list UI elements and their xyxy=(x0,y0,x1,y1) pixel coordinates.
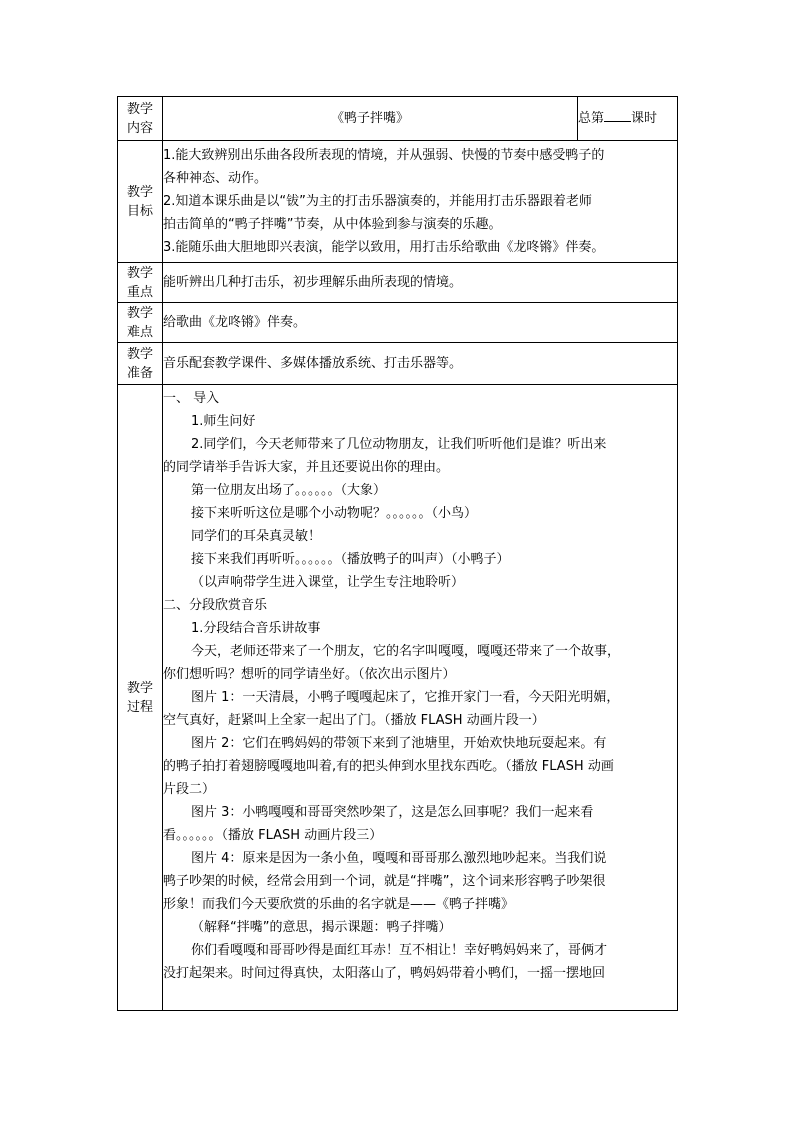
objective-line: 各种神态、动作。 xyxy=(163,171,268,186)
process-line: 片段二） xyxy=(163,782,216,797)
process-line: 一、 导入 xyxy=(163,391,220,406)
process-line: 今天，老师还带来了一个朋友，它的名字叫嘎嘎，嘎嘎还带来了一个故事， xyxy=(191,644,621,659)
difficulties-text: 给歌曲《龙咚锵》伴奏。 xyxy=(163,315,307,330)
process-line: 没打起架来。时间过得真快，太阳落山了，鸭妈妈带着小鸭们，一摇一摆地回 xyxy=(163,966,606,981)
process-line: 你们想听吗？想听的同学请坐好。（依次出示图片） xyxy=(163,667,456,682)
process-line: 图片 3：小鸭嘎嘎和哥哥突然吵架了，这是怎么回事呢？我们一起来看 xyxy=(191,805,594,820)
process-lines xyxy=(163,387,677,985)
key-points-label-text: 教学 重点 xyxy=(126,265,153,300)
objective-line: 3.能随乐曲大胆地即兴表演，能学以致用，用打击乐给歌曲《龙咚锵》伴奏。 xyxy=(163,240,605,255)
difficulties-label-text: 教学 难点 xyxy=(126,305,153,340)
key-points-label xyxy=(118,263,163,303)
process-line: 图片 4：原来是因为一条小鱼，嘎嘎和哥哥那么激烈地吵起来。当我们说 xyxy=(191,851,607,866)
process-line: 第一位朋友出场了。。。。。。（大象） xyxy=(191,483,387,498)
period-blank[interactable] xyxy=(604,108,631,122)
objectives-content xyxy=(163,141,678,263)
lesson-title xyxy=(163,97,578,141)
period-prefix: 总第 xyxy=(578,111,605,126)
objective-line: 拍击简单的“鸭子拌嘴”节奏，从中体验到参与演奏的乐趣。 xyxy=(163,217,502,232)
process-line: 图片 1：一天清晨，小鸭子嘎嘎起床了，它推开家门一看，今天阳光明媚， xyxy=(191,690,620,705)
process-line: 接下来听听这位是哪个小动物呢？。。。。。。（小鸟） xyxy=(191,506,478,521)
process-line: 的同学请举手告诉大家，并且还要说出你的理由。 xyxy=(163,460,450,475)
difficulties-label xyxy=(118,303,163,343)
preparation-content xyxy=(163,343,678,385)
period-cell xyxy=(578,97,678,141)
objective-line: 1.能大致辨别出乐曲各段所表现的情境，并从强弱、快慢的节奏中感受鸭子的 xyxy=(163,148,605,163)
process-line: 接下来我们再听听。。。。。。（播放鸭子的叫声）（小鸭子） xyxy=(191,552,510,567)
process-line: 2.同学们，今天老师带来了几位动物朋友，让我们听听他们是谁？听出来 xyxy=(191,437,607,452)
process-line: 看。。。。。。（播放 FLASH 动画片段三） xyxy=(163,828,383,843)
process-line: 1.师生问好 xyxy=(191,414,256,429)
process-line: 你们看嘎嘎和哥哥吵得是面红耳赤！互不相让！幸好鸭妈妈来了，哥俩才 xyxy=(191,943,608,958)
preparation-label-text: 教学 准备 xyxy=(126,346,153,381)
preparation-row xyxy=(118,343,678,385)
process-label xyxy=(118,385,163,1011)
preparation-text: 音乐配套教学课件、多媒体播放系统、打击乐器等。 xyxy=(163,356,463,371)
process-content xyxy=(163,385,678,1011)
content-label xyxy=(118,97,163,141)
objectives-label xyxy=(118,141,163,263)
process-line: 图片 2：它们在鸭妈妈的带领下来到了池塘里，开始欢快地玩耍起来。有 xyxy=(191,736,607,751)
objective-line: 2.知道本课乐曲是以“钹”为主的打击乐器演奏的，并能用打击乐器跟着老师 xyxy=(163,194,592,209)
content-row xyxy=(118,97,678,141)
period-suffix: 课时 xyxy=(631,111,658,126)
difficulties-row xyxy=(118,303,678,343)
key-points-row xyxy=(118,263,678,303)
key-points-text: 能听辨出几种打击乐，初步理解乐曲所表现的情境。 xyxy=(163,275,463,290)
content-label-text: 教学 内容 xyxy=(126,101,153,136)
process-line: （以声响带学生进入课堂，让学生专注地聆听） xyxy=(191,575,465,590)
process-line: 空气真好，赶紧叫上全家一起出了门。（播放 FLASH 动画片段一） xyxy=(163,713,545,728)
objectives-label-text: 教学 目标 xyxy=(126,184,153,219)
objectives-row xyxy=(118,141,678,263)
process-line: 的鸭子拍打着翅膀嘎嘎地叫着,有的把头伸到水里找东西吃。（播放 FLASH 动画 xyxy=(163,759,614,774)
lesson-plan-table xyxy=(117,96,678,1011)
process-line: 二、分段欣赏音乐 xyxy=(163,598,268,613)
lesson-title-text: 《鸭子拌嘴》 xyxy=(330,111,409,126)
process-line: （解释“拌嘴”的意思，揭示课题：鸭子拌嘴） xyxy=(191,920,452,935)
difficulties-content xyxy=(163,303,678,343)
process-line: 1.分段结合音乐讲故事 xyxy=(191,621,321,636)
process-line: 同学们的耳朵真灵敏！ xyxy=(191,529,322,544)
preparation-label xyxy=(118,343,163,385)
process-line: 鸭子吵架的时候，经常会用到一个词，就是“拌嘴”，这个词来形容鸭子吵架很 xyxy=(163,874,606,889)
process-line: 形象！而我们今天要欣赏的乐曲的名字就是——《鸭子拌嘴》 xyxy=(163,897,515,912)
process-row xyxy=(118,385,678,1011)
key-points-content xyxy=(163,263,678,303)
process-label-text: 教学 过程 xyxy=(126,680,153,715)
